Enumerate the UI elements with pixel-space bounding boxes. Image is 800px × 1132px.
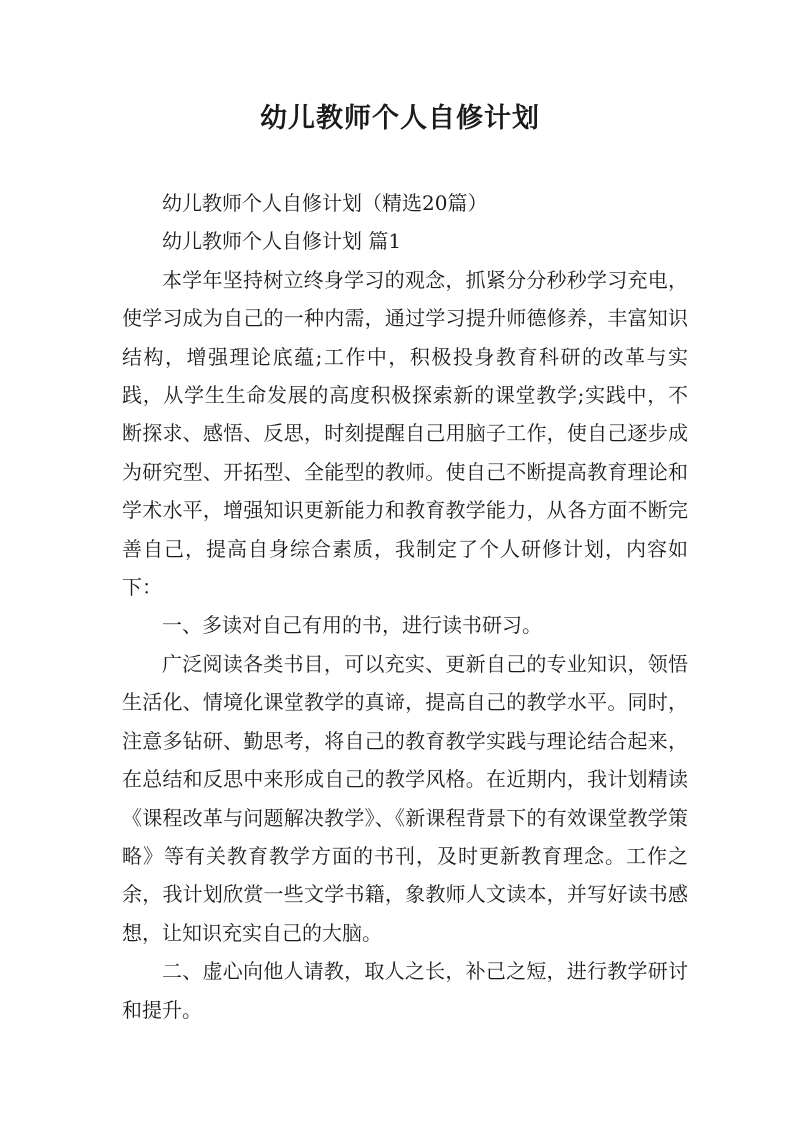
body-paragraph: 广泛阅读各类书目，可以充实、更新自己的专业知识，领悟生活化、情境化课堂教学的真谛，提高自己的教学水平。同时，注意多钻研、勤思考，将自己的教育教学实践与理论结合起来，在总结和反思中来形成自己的教学风格。在近期内，我计划精读《课程改革与问题解决教学》、《新课程背景下的有效课堂教学策略》等有关教育教学方面的书刊，及时更新教育理念。工作之余，我计划欣赏一些文学书籍，象教师人文读本，并写好读书感想，让知识充实自己的大脑。 [122,651,688,945]
document-body [122,184,688,1029]
point-heading-1: 一、多读对自己有用的书，进行读书研习。 [162,613,542,638]
document-title: 幼儿教师个人自修计划 [260,103,540,134]
body-paragraph: 本学年坚持树立终身学习的观念，抓紧分分秒秒学习充电，使学习成为自己的一种内需，通过学习提升师德修养，丰富知识结构，增强理论底蕴;工作中，积极投身教育科研的改革与实践，从学生生命发展的高度积极探索新的课堂教学;实践中，不断探求、感悟、反思，时刻提醒自己用脑子工作，使自己逐步成为研究型、开拓型、全能型的教师。使自己不断提高教育理论和学术水平，增强知识更新能力和教育教学能力，从各方面不断完善自己，提高自身综合素质，我制定了个人研修计划，内容如下： [122,267,688,600]
point-heading-2: 二、虚心向他人请教，取人之长，补己之短，进行教学研讨和提升。 [122,959,688,1022]
subtitle-paragraph: 幼儿教师个人自修计划（精选20篇） [162,191,488,215]
section-heading: 幼儿教师个人自修计划 篇1 [162,229,402,254]
